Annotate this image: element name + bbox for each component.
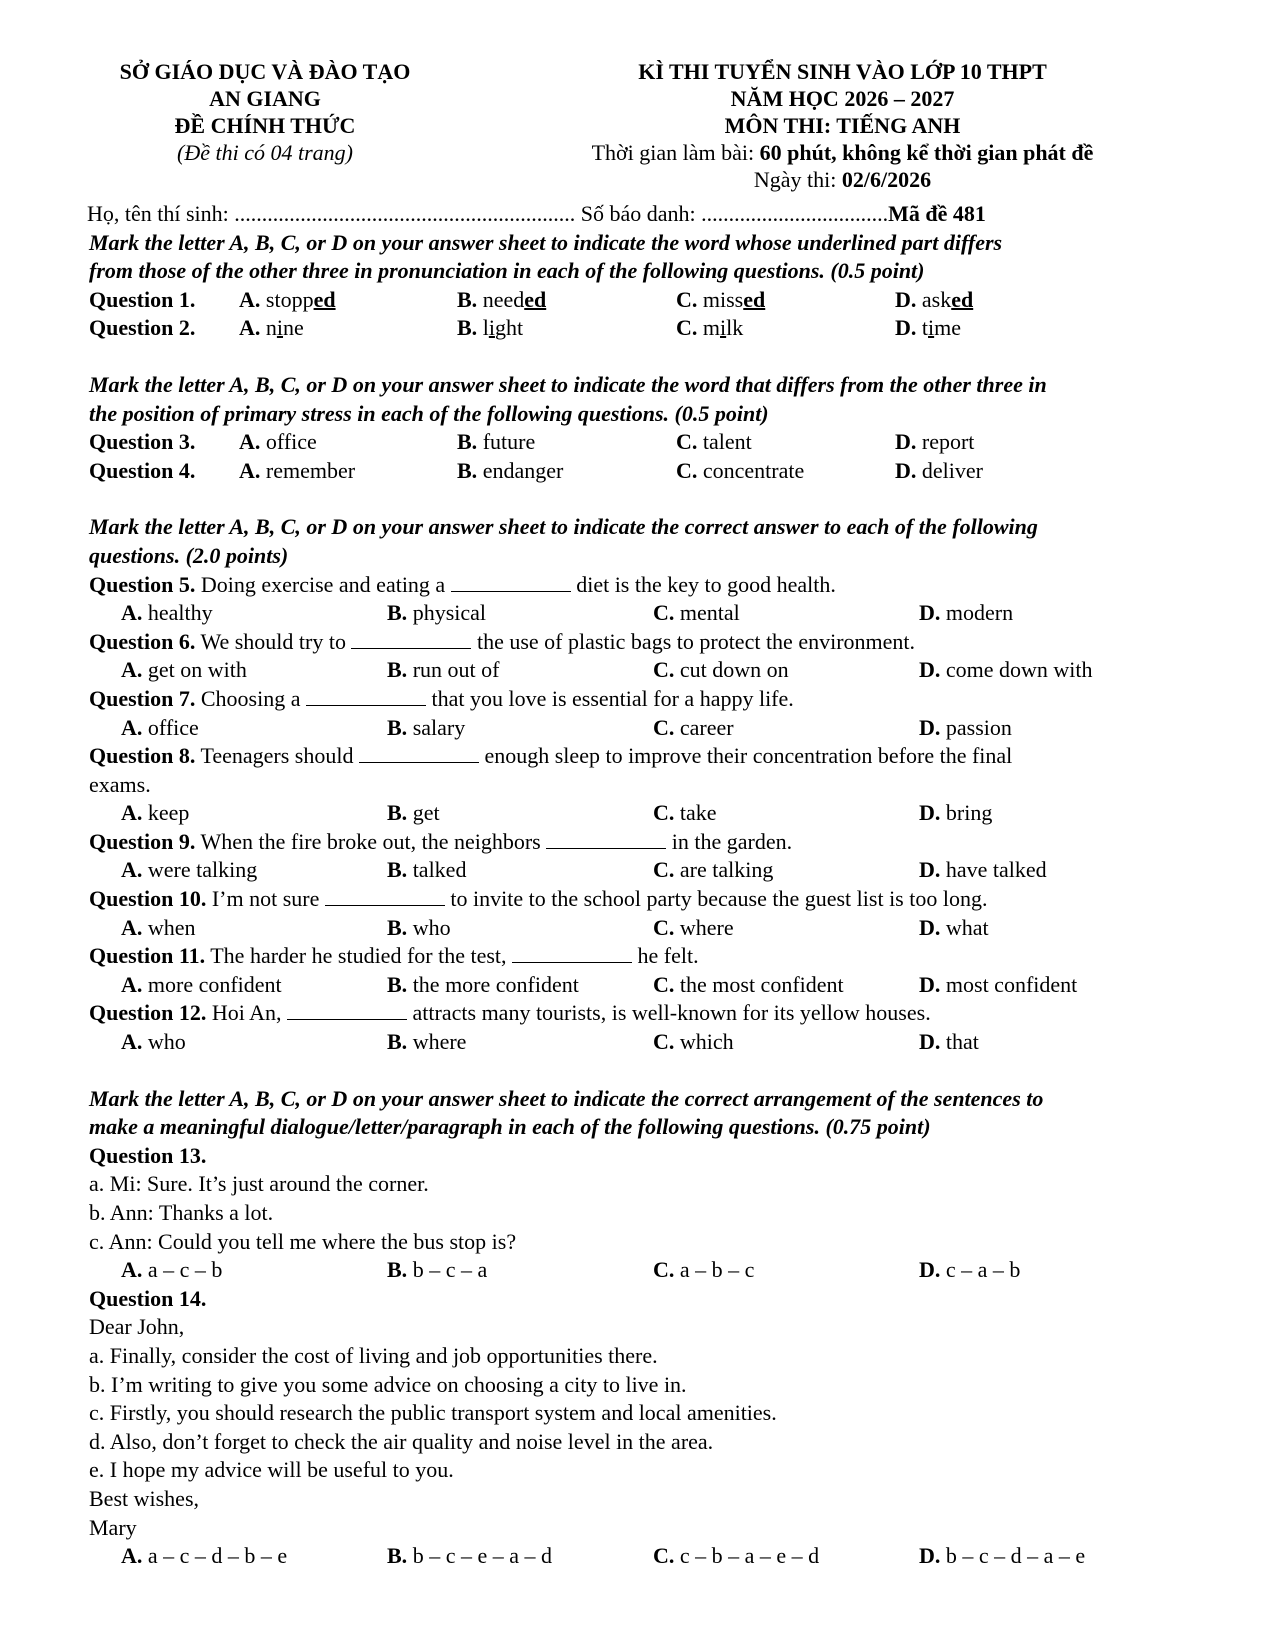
question-13-options	[89, 1256, 1189, 1285]
sentence: b. I’m writing to give you some advice on choosing a city to live in.	[89, 1371, 687, 1397]
option-a[interactable]: A. when	[121, 914, 196, 940]
question-4: Question 4. A. remember B. endanger C. concentrate D. deliver	[89, 457, 1189, 486]
candidate-id-label: Số báo danh: ..................................	[575, 201, 889, 226]
option-b[interactable]: B. endanger	[457, 457, 564, 483]
question-9-stem: Question 9. When the fire broke out, the neighbors in the garden.	[89, 828, 793, 854]
department-name: SỞ GIÁO DỤC VÀ ĐÀO TẠO	[119, 59, 411, 84]
question-5-stem: Question 5. Doing exercise and eating a diet is the key to good health.	[89, 571, 836, 597]
question-8-options	[89, 799, 1189, 828]
question-8-stem-cont: exams.	[89, 771, 151, 797]
option-c[interactable]: C. which	[653, 1029, 734, 1055]
option-c[interactable]: C. where	[653, 914, 734, 940]
option-c[interactable]: C. career	[653, 714, 734, 740]
option-c[interactable]: C. talent	[676, 429, 752, 455]
time-info: Thời gian làm bài: 60 phút, không kể thời gian phát đề	[591, 140, 1094, 165]
question-11-options	[89, 971, 1189, 1000]
sentence: a. Finally, consider the cost of living and job opportunities there.	[89, 1342, 658, 1368]
option-d[interactable]: D. modern	[919, 600, 1014, 626]
option-b[interactable]: B. needed	[457, 286, 547, 312]
section-instruction: Mark the letter A, B, C, or D on your answer sheet to indicate the word that differs from the other three in	[89, 371, 1047, 397]
header-left	[75, 58, 455, 166]
option-a[interactable]: A. office	[239, 429, 317, 455]
candidate-name-label: Họ, tên thí sinh: ..............................................................	[87, 201, 576, 226]
sentence: c. Ann: Could you tell me where the bus stop is?	[89, 1228, 517, 1254]
date-info: Ngày thi: 02/6/2026	[753, 167, 932, 192]
option-c[interactable]: C. take	[653, 800, 717, 826]
option-d[interactable]: D. most confident	[919, 971, 1078, 997]
option-d[interactable]: D. come down with	[919, 657, 1093, 683]
sentence: b. Ann: Thanks a lot.	[89, 1200, 274, 1225]
option-d[interactable]: D. deliver	[895, 457, 983, 483]
option-b[interactable]: B. light	[457, 315, 524, 341]
question-14-options	[89, 1542, 1189, 1571]
exam-title: KÌ THI TUYỂN SINH VÀO LỚP 10 THPT	[638, 59, 1047, 84]
candidate-line	[87, 200, 1189, 229]
answer-blank	[325, 887, 445, 906]
option-b[interactable]: B. get	[387, 800, 440, 826]
option-b[interactable]: B. run out of	[387, 657, 500, 683]
question-5-options	[89, 599, 1189, 628]
option-b[interactable]: B. b – c – e – a – d	[387, 1543, 552, 1569]
option-a[interactable]: A. who	[121, 1029, 186, 1055]
question-11-stem: Question 11. The harder he studied for the test, he felt.	[89, 943, 699, 969]
option-d[interactable]: D. c – a – b	[919, 1257, 1021, 1283]
section-instruction: from those of the other three in pronunciation in each of the following questions. (0.5 point)	[89, 258, 925, 284]
question-6-options	[89, 656, 1189, 685]
option-a[interactable]: A. nine	[239, 315, 304, 341]
question-6-stem: Question 6. We should try to the use of plastic bags to protect the environment.	[89, 628, 916, 654]
option-d[interactable]: D. time	[895, 315, 962, 341]
option-a[interactable]: A. remember	[239, 457, 356, 483]
answer-blank	[512, 944, 632, 963]
option-d[interactable]: D. report	[895, 429, 975, 455]
option-a[interactable]: A. a – c – d – b – e	[121, 1543, 288, 1569]
answer-blank	[306, 687, 426, 706]
province-name: AN GIANG	[209, 86, 321, 111]
option-b[interactable]: B. b – c – a	[387, 1257, 488, 1283]
question-9-options	[89, 856, 1189, 885]
school-year: NĂM HỌC 2026 – 2027	[730, 86, 955, 111]
option-b[interactable]: B. talked	[387, 857, 467, 883]
option-c[interactable]: C. mental	[653, 600, 740, 626]
section-instruction: the position of primary stress in each of the following questions. (0.5 point)	[89, 400, 769, 426]
option-d[interactable]: D. bring	[919, 800, 993, 826]
option-b[interactable]: B. salary	[387, 714, 466, 740]
option-a[interactable]: A. stopped	[239, 286, 336, 312]
option-c[interactable]: C. missed	[676, 286, 766, 312]
question-12-stem: Question 12. Hoi An, attracts many tourists, is well-known for its yellow houses.	[89, 1000, 931, 1026]
option-d[interactable]: D. b – c – d – a – e	[919, 1543, 1086, 1569]
answer-blank	[351, 630, 471, 649]
option-a[interactable]: A. were talking	[121, 857, 258, 883]
option-d[interactable]: D. asked	[895, 286, 974, 312]
option-c[interactable]: C. concentrate	[676, 457, 805, 483]
question-3: Question 3. A. office B. future C. talent D. report	[89, 428, 1189, 457]
exam-body	[89, 200, 1189, 1571]
sentence: Dear John,	[89, 1314, 185, 1340]
option-c[interactable]: C. cut down on	[653, 657, 789, 683]
option-b[interactable]: B. physical	[387, 600, 487, 626]
answer-blank	[546, 830, 666, 849]
option-a[interactable]: A. keep	[121, 800, 190, 826]
question-8-stem: Question 8. Teenagers should enough sleep to improve their concentration before the final	[89, 743, 1013, 769]
answer-blank	[287, 1001, 407, 1020]
sentence: d. Also, don’t forget to check the air quality and noise level in the area.	[89, 1428, 714, 1454]
question-10-options	[89, 914, 1189, 943]
option-a[interactable]: A. more confident	[121, 971, 282, 997]
section-instruction: Mark the letter A, B, C, or D on your answer sheet to indicate the correct arrangement of the sentences to	[89, 1085, 1044, 1111]
section-instruction: questions. (2.0 points)	[89, 542, 289, 568]
option-a[interactable]: A. healthy	[121, 600, 213, 626]
sentence: a. Mi: Sure. It’s just around the corner.	[89, 1171, 429, 1197]
question-10-stem: Question 10. I’m not sure to invite to the school party because the guest list is too long.	[89, 886, 988, 912]
section-instruction: Mark the letter A, B, C, or D on your answer sheet to indicate the word whose underlined part differs	[89, 229, 1003, 255]
sentence: c. Firstly, you should research the public transport system and local amenities.	[89, 1400, 777, 1426]
subject: MÔN THI: TIẾNG ANH	[724, 113, 961, 138]
question-7-stem: Question 7. Choosing a that you love is essential for a happy life.	[89, 685, 794, 711]
sentence: Mary	[89, 1514, 137, 1540]
sentence: Best wishes,	[89, 1485, 199, 1511]
option-c[interactable]: C. a – b – c	[653, 1257, 755, 1283]
option-d[interactable]: D. have talked	[919, 857, 1047, 883]
question-14-label: Question 14.	[89, 1285, 207, 1311]
option-b[interactable]: B. future	[457, 429, 536, 455]
answer-blank	[451, 573, 571, 592]
question-1: Question 1. A. stopped B. needed C. missed D. asked	[89, 286, 1189, 315]
option-c[interactable]: C. are talking	[653, 857, 774, 883]
option-d[interactable]: D. what	[919, 914, 989, 940]
option-a[interactable]: A. get on with	[121, 657, 247, 683]
option-c[interactable]: C. c – b – a – e – d	[653, 1543, 820, 1569]
exam-code: Mã đề 481	[888, 201, 986, 226]
option-c[interactable]: C. milk	[676, 315, 744, 341]
section-instruction: Mark the letter A, B, C, or D on your answer sheet to indicate the correct answer to each of the following	[89, 514, 1038, 540]
option-a[interactable]: A. a – c – b	[121, 1257, 223, 1283]
option-d[interactable]: D. passion	[919, 714, 1012, 740]
question-12-options	[89, 1028, 1189, 1057]
page-count-note: (Đề thi có 04 trang)	[177, 140, 353, 165]
question-13-label: Question 13.	[89, 1142, 207, 1168]
option-b[interactable]: B. where	[387, 1029, 467, 1055]
section-instruction: make a meaningful dialogue/letter/paragraph in each of the following questions. (0.75 point)	[89, 1114, 931, 1140]
official-label: ĐỀ CHÍNH THỨC	[174, 113, 356, 138]
option-a[interactable]: A. office	[121, 714, 199, 740]
answer-blank	[359, 744, 479, 763]
header-right	[520, 58, 1165, 193]
sentence: e. I hope my advice will be useful to you.	[89, 1457, 454, 1483]
question-2: Question 2. A. nine B. light C. milk D. time	[89, 314, 1189, 343]
option-b[interactable]: B. the more confident	[387, 971, 579, 997]
option-d[interactable]: D. that	[919, 1029, 979, 1055]
question-7-options	[89, 714, 1189, 743]
option-c[interactable]: C. the most confident	[653, 971, 844, 997]
option-b[interactable]: B. who	[387, 914, 451, 940]
